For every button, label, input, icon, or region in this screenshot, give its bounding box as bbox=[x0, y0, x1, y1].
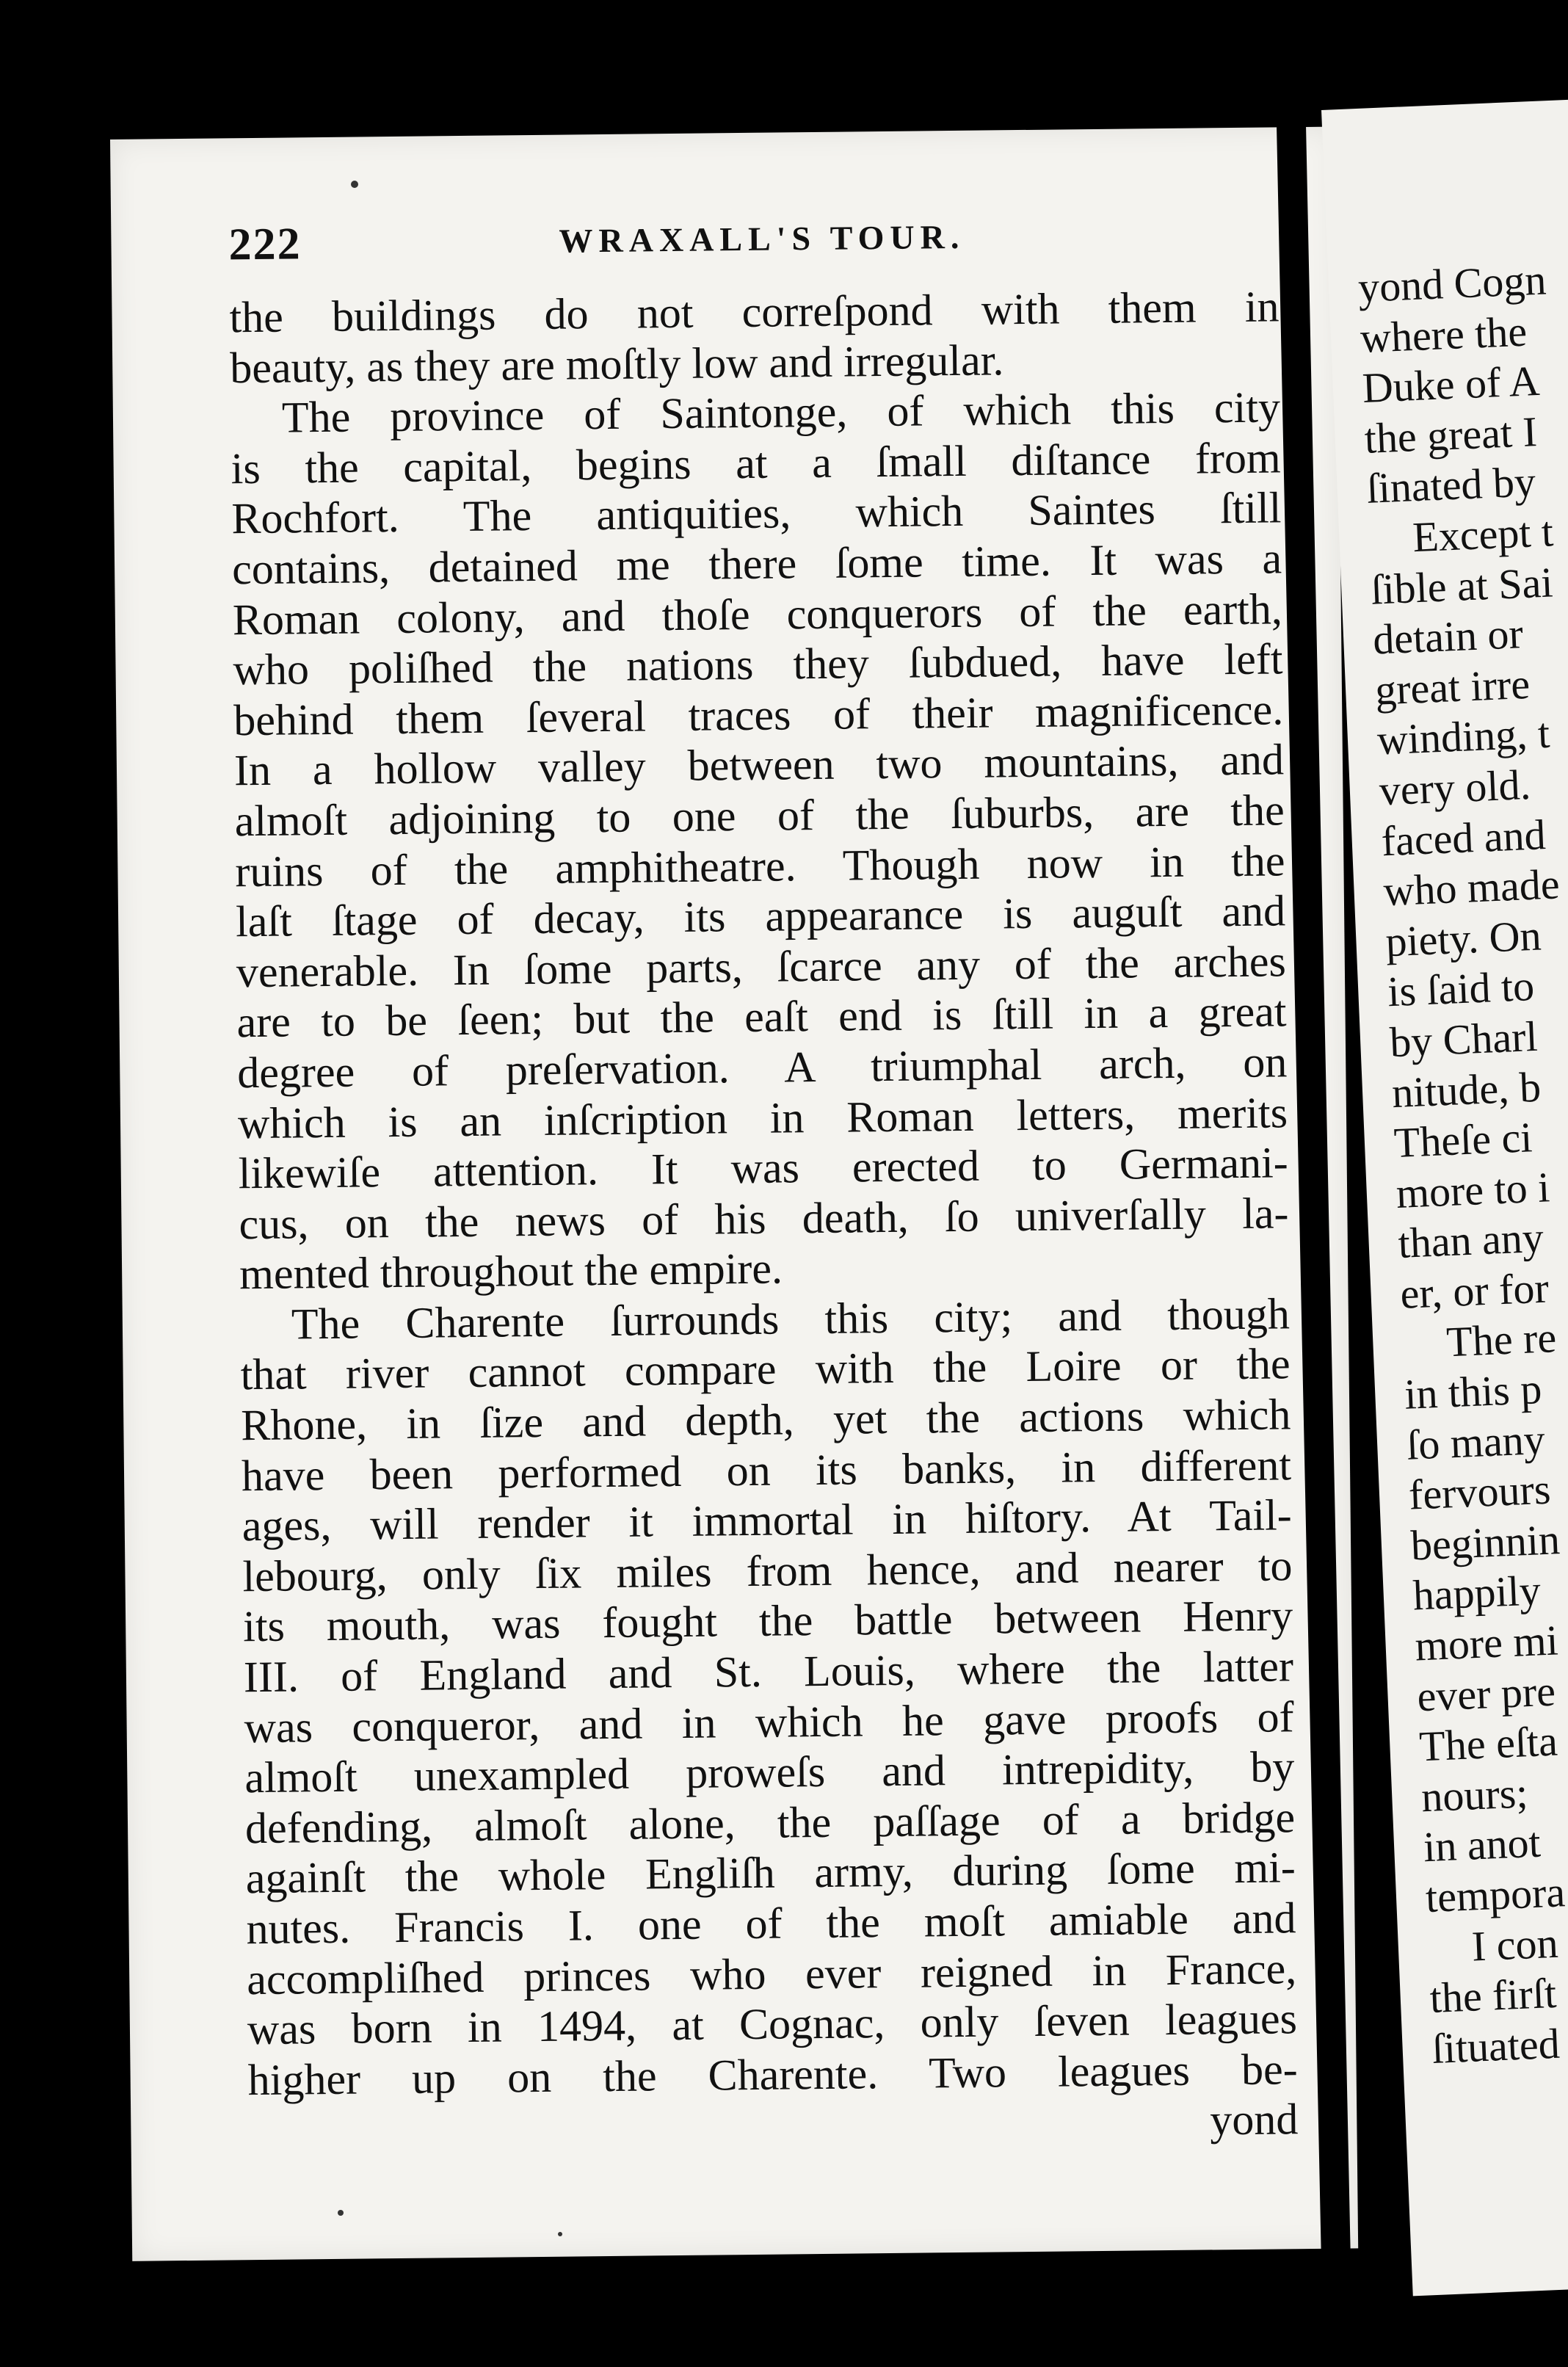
ink-speck bbox=[558, 2232, 562, 2236]
text-line: Theſe ci bbox=[1393, 1113, 1533, 1167]
text-line: who poliſhed the nations they ſubdued, have left bbox=[233, 634, 1283, 695]
running-head bbox=[228, 208, 1293, 278]
text-line: than any bbox=[1397, 1213, 1545, 1268]
text-line: ever pre bbox=[1416, 1667, 1557, 1721]
text-line: venerable. In ſome parts, ſcarce any of the arches bbox=[236, 937, 1287, 996]
text-line: the buildings do not correſpond with them in bbox=[229, 282, 1280, 342]
text-line: nutes. Francis I. one of the moſt amiable and bbox=[246, 1893, 1296, 1954]
text-line: Except t bbox=[1412, 507, 1555, 562]
text-line: almoſt adjoining to one of the ſuburbs, are the bbox=[234, 786, 1285, 846]
text-line: in this p bbox=[1403, 1365, 1543, 1418]
text-line: was born in 1494, at Cognac, only ſeven leagues bbox=[247, 1994, 1298, 2054]
text-line: almoſt unexampled proweſs and intrepidity, by bbox=[244, 1742, 1295, 1802]
text-line: laſt ſtage of decay, its appearance is auguſt and bbox=[235, 886, 1286, 946]
page-number: 222 bbox=[228, 219, 302, 270]
text-line: yond bbox=[1209, 2095, 1299, 2145]
text-line: ſituated bbox=[1431, 2019, 1561, 2073]
text-line: ruins of the amphitheatre. Though now in the bbox=[235, 835, 1285, 896]
text-line: likewiſe attention. It was erected to Germani- bbox=[238, 1138, 1289, 1198]
text-line: Rhone, in ſize and depth, yet the actions which bbox=[241, 1390, 1291, 1450]
ink-speck bbox=[351, 181, 358, 188]
text-line: defending, almoſt alone, the paſſage of a bridge bbox=[244, 1793, 1296, 1853]
text-line: was conqueror, and in which he gave proofs of bbox=[244, 1692, 1294, 1752]
text-line: have been performed on its banks, in different bbox=[241, 1440, 1292, 1500]
text-line: tempora bbox=[1424, 1868, 1567, 1922]
text-line: fervours bbox=[1407, 1465, 1552, 1519]
text-line: who made bbox=[1382, 860, 1561, 916]
text-line: accompliſhed princes who ever reigned in France, bbox=[246, 1943, 1297, 2004]
text-line: by Charl bbox=[1388, 1012, 1539, 1067]
text-line: are to be ſeen; but the eaſt end is ſtill in a great bbox=[236, 987, 1287, 1047]
right-page bbox=[1321, 98, 1568, 2296]
running-title: WRAXALL'S TOUR. bbox=[559, 217, 965, 260]
text-line: its mouth, was fought the battle between Henry bbox=[242, 1591, 1293, 1651]
text-line: degree of preſervation. A triumphal arch, on bbox=[236, 1037, 1288, 1098]
text-line: more mi bbox=[1414, 1616, 1559, 1670]
text-line: very old. bbox=[1378, 760, 1532, 815]
text-line: that river cannot compare with the Loire or the bbox=[240, 1339, 1291, 1399]
text-line: Rochfort. The antiquities, which Saintes ſtill bbox=[231, 483, 1282, 543]
text-line: ages, will render it immortal in hiſtory. At Tail- bbox=[242, 1490, 1293, 1551]
text-line: contains, detained me there ſome time. It was a bbox=[231, 534, 1282, 594]
text-line: cus, on the news of his death, ſo univerſally la- bbox=[239, 1188, 1289, 1248]
text-line: mented throughout the empire. bbox=[239, 1244, 783, 1299]
text-line: the great I bbox=[1363, 407, 1539, 463]
text-line: againſt the whole Engliſh army, during ſome mi- bbox=[245, 1843, 1296, 1903]
text-line: beauty, as they are moſtly low and irregular. bbox=[229, 335, 1004, 392]
text-line: I con bbox=[1470, 1918, 1559, 1971]
text-line: yond Cogn bbox=[1357, 255, 1547, 312]
text-line: which is an inſcription in Roman letters, merits bbox=[237, 1087, 1288, 1148]
text-line: piety. On bbox=[1384, 911, 1542, 966]
text-line: happily bbox=[1412, 1566, 1542, 1620]
text-line: Roman colony, and thoſe conquerors of the earth, bbox=[232, 584, 1283, 644]
text-line: lebourg, only ſix miles from hence, and nearer to bbox=[242, 1541, 1293, 1601]
text-line: The Charente ſurrounds this city; and though bbox=[291, 1289, 1291, 1349]
text-line: nours; bbox=[1420, 1769, 1529, 1822]
text-line: The province of Saintonge, of which this city bbox=[281, 383, 1281, 442]
text-line: nitude, b bbox=[1390, 1062, 1542, 1117]
text-line: Duke of A bbox=[1361, 357, 1541, 413]
text-line: behind them ſeveral traces of their magnificence. bbox=[233, 685, 1284, 745]
text-line: The eſta bbox=[1418, 1717, 1559, 1771]
text-line: where the bbox=[1359, 307, 1528, 362]
text-line: faced and bbox=[1380, 810, 1547, 865]
text-line: great irre bbox=[1373, 659, 1531, 714]
text-line: er, or for bbox=[1399, 1264, 1550, 1318]
ink-speck bbox=[338, 2210, 344, 2216]
text-line: The re bbox=[1445, 1313, 1558, 1366]
text-line: In a hollow valley between two mountains, and bbox=[233, 735, 1285, 795]
text-line: beginnin bbox=[1409, 1515, 1561, 1570]
text-line: winding, t bbox=[1376, 709, 1551, 764]
text-line: ſo many bbox=[1405, 1415, 1546, 1469]
text-line: detain or bbox=[1371, 609, 1524, 664]
text-line: the firſt bbox=[1429, 1969, 1558, 2023]
text-line: ſible at Sai bbox=[1370, 557, 1554, 614]
text-line: is ſaid to bbox=[1387, 962, 1536, 1016]
text-line: in anot bbox=[1422, 1819, 1542, 1871]
left-page bbox=[110, 127, 1358, 2261]
text-line: ſinated by bbox=[1365, 457, 1537, 513]
text-line: III. of England and St. Louis, where the latter bbox=[243, 1642, 1294, 1702]
text-line: more to i bbox=[1395, 1162, 1551, 1217]
left-page-body-text bbox=[229, 281, 1298, 2156]
text-line: is the capital, begins at a ſmall diſtance from bbox=[231, 433, 1281, 493]
text-line: higher up on the Charente. Two leagues be- bbox=[247, 2044, 1298, 2104]
right-page-body-text bbox=[1357, 252, 1568, 2074]
